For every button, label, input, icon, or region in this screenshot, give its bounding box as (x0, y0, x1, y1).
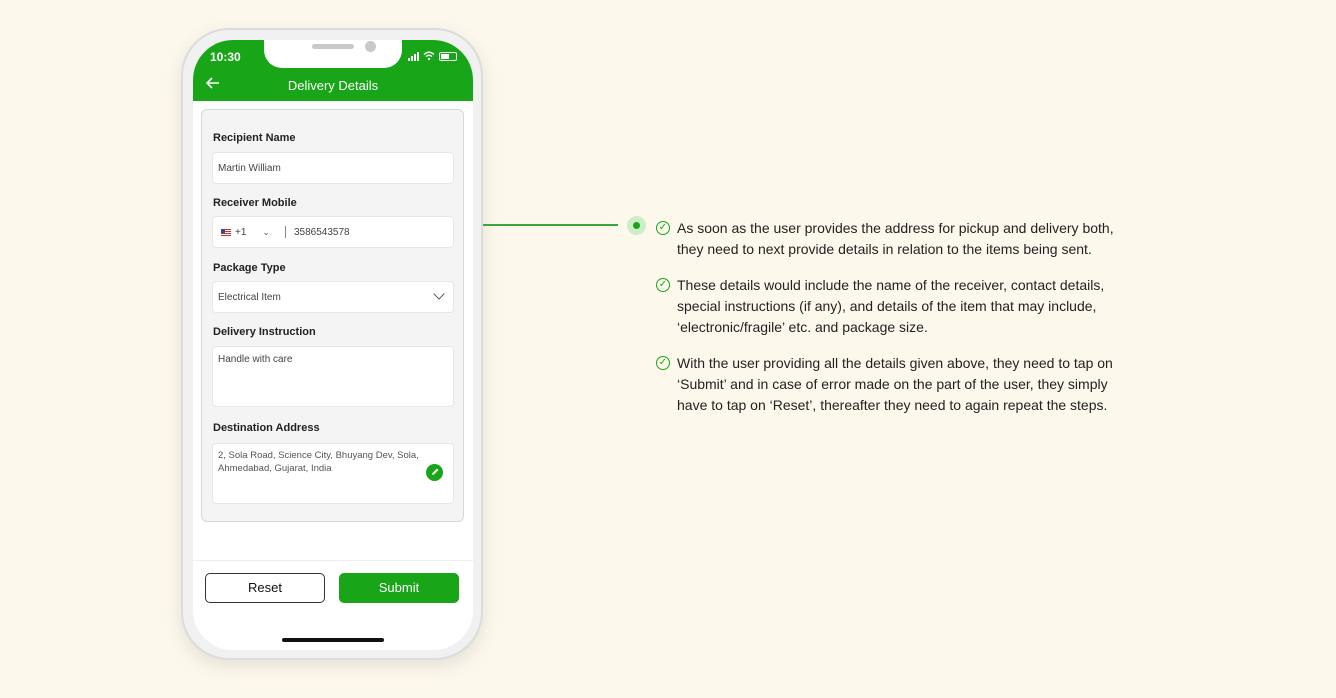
app-header (193, 40, 473, 101)
wifi-icon (423, 51, 435, 61)
divider (285, 226, 286, 238)
action-bar (193, 560, 473, 650)
connector-line (483, 224, 618, 226)
package-type-label: Package Type (213, 262, 286, 274)
recipient-name-input[interactable] (212, 152, 454, 184)
description-list (656, 218, 1126, 431)
check-circle-icon: ✓ (656, 278, 670, 292)
page-title: Delivery Details (287, 78, 379, 93)
check-circle-icon: ✓ (656, 221, 670, 235)
delivery-form (201, 109, 464, 522)
chevron-down-icon: ⌄ (262, 227, 270, 237)
address-line-1: 2, Sola Road, Science City, Bhuyang Dev, Sola, (218, 450, 419, 461)
list-item (656, 218, 1126, 260)
phone-screen (193, 40, 473, 650)
bullet-text: As soon as the user provides the address for pickup and delivery both, they need to next provide details in relation to the items being sent. (677, 220, 1114, 257)
status-time: 10:30 (210, 50, 241, 64)
pencil-icon[interactable] (426, 464, 443, 481)
recipient-name-value: Martin William (218, 163, 281, 174)
country-code: +1 (235, 227, 247, 238)
list-item (656, 275, 1126, 338)
speaker-grille (312, 44, 354, 49)
bullet-text: These details would include the name of the receiver, contact details, special instructions (if any), and details of the item that may include, ‘electronic/fragile’ etc. and package size. (677, 277, 1105, 335)
phone-mockup (181, 28, 483, 660)
bullet-text: With the user providing all the details given above, they need to tap on ‘Submit’ and in case of error made on the part of the user, they simply have to tap on ‘Reset’, thereafter they need to again repeat the steps. (677, 355, 1113, 413)
receiver-mobile-input[interactable] (212, 216, 454, 248)
chevron-down-icon (433, 288, 444, 299)
destination-address-label: Destination Address (213, 422, 320, 434)
receiver-mobile-label: Receiver Mobile (213, 197, 297, 209)
package-type-select[interactable] (212, 281, 454, 313)
reset-button[interactable]: Reset (205, 573, 325, 603)
country-code-selector[interactable] (221, 227, 270, 238)
list-item (656, 353, 1126, 416)
home-indicator (282, 638, 384, 642)
check-circle-icon: ✓ (656, 356, 670, 370)
package-type-value: Electrical Item (218, 292, 281, 303)
recipient-name-label: Recipient Name (213, 132, 296, 144)
destination-address-textarea[interactable] (212, 443, 454, 504)
destination-address-value (218, 449, 419, 475)
delivery-instruction-label: Delivery Instruction (213, 326, 316, 338)
us-flag-icon (221, 229, 231, 236)
delivery-instruction-textarea[interactable] (212, 346, 454, 407)
submit-button[interactable]: Submit (339, 573, 459, 603)
mobile-number-value: 3586543578 (294, 227, 350, 238)
battery-icon (439, 52, 457, 61)
delivery-instruction-value: Handle with care (218, 354, 293, 365)
status-icons (408, 50, 457, 62)
signal-icon (408, 51, 419, 61)
connector-dot (627, 216, 646, 235)
address-line-2: Ahmedabad, Gujarat, India (218, 463, 332, 474)
front-camera (365, 41, 376, 52)
phone-notch (264, 40, 402, 68)
